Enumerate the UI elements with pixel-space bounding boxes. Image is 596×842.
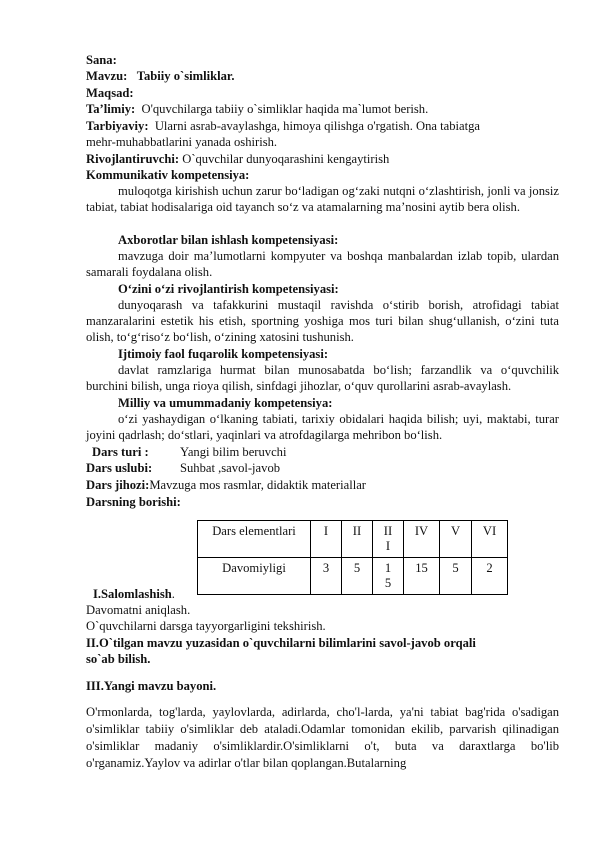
section1-title: I.Salomlashish: [93, 587, 172, 601]
axborot-title: Axborotlar bilan ishlash kompetensiyasi:: [118, 233, 339, 247]
section1-line2: O`quvchilarni darsga tayyorgarligini tekshirish.: [86, 619, 326, 633]
table-header-row: [198, 521, 508, 558]
table-cell: 3: [311, 558, 342, 595]
dars-turi-line: [92, 444, 286, 460]
dars-jihozi-label: Dars jihozi:: [86, 478, 150, 492]
cell-text: II: [383, 524, 393, 538]
dars-uslubi-value: Suhbat ,savol-javob: [180, 461, 281, 475]
darsning-borishi-label: Darsning borishi:: [86, 495, 181, 509]
dars-elementlari-table: [197, 520, 508, 595]
talimiy-value: O'quvchilarga tabiiy o`simliklar haqida ma`lumot berish.: [141, 102, 429, 116]
milliy-text: o‘zi yashaydigan o‘lkaning tabiati, tarixiy obidalari haqida bilish; uyi, maktabi, turar joyini qadrlash; do‘stlari, yaqinlari va atrofdagilarga mehribon bo‘lish.: [86, 412, 559, 442]
section1-tail: .: [171, 587, 175, 601]
section3-text: O'rmonlarda, tog'larda, yaylovlarda, adirlarda, cho'l-larda, ya'ni tabiat bag'rida o'sadigan o'simliklar tabiiy o'simliklar deb ataladi.Odamlar tomonidan ekilib, parvarish qilinadigan o'simliklar madaniy o'simliklardir.O'simliklarni o't, buta va daraxtlarga bo'lib o'rganamiz.Yaylov va adirlar o'tlar bilan qoplangan.Butalarning: [86, 705, 559, 770]
ijtimoiy-text: davlat ramzlariga hurmat bilan munosabatda bo‘lish; farzandlik va o‘quvchilik burchini bilish, unga rioya qilish, sinfdagi jihozlar, o‘quv qurollarini asrab-avaylash.: [86, 363, 559, 393]
section1-title-line: [93, 586, 175, 602]
sana-label: Sana:: [86, 53, 117, 67]
table-row: [198, 558, 508, 595]
milliy-title: Milliy va umummadaniy kompetensiya:: [118, 396, 333, 410]
cell-text-wrap: I: [385, 539, 391, 553]
rivojlantiruvchi-label: Rivojlantiruvchi:: [86, 152, 180, 166]
table-cell: 5: [342, 558, 373, 595]
mavzu-line: [86, 68, 234, 84]
table-cell: 2: [472, 558, 508, 595]
tarbiyaviy-value-2: mehr-muhabbatlarini yanada oshirish.: [86, 135, 278, 149]
table-cell: 5: [440, 558, 472, 595]
table-cell: V: [440, 521, 472, 558]
axborot-text: mavzuga doir ma’lumotlarni kompyuter va boshqa manbalardan izlab topib, ulardan samarali foydalana olish.: [86, 249, 559, 279]
talimiy-label: Ta’limiy:: [86, 102, 136, 116]
table-cell: II: [342, 521, 373, 558]
dars-jihozi-line: [86, 477, 366, 493]
rivojlantiruvchi-line: [86, 151, 389, 167]
maqsad-label: Maqsad:: [86, 86, 134, 100]
table-cell: I: [311, 521, 342, 558]
mavzu-value: Tabiiy o`simliklar.: [136, 69, 235, 83]
rivojlantiruvchi-value: O`quvchilar dunyoqarashini kengaytirish: [182, 152, 390, 166]
section1-line1: Davomatni aniqlash.: [86, 603, 191, 617]
table-cell: IV: [404, 521, 440, 558]
mavzu-label: Mavzu:: [86, 69, 128, 83]
ozini-title: O‘zini o‘zi rivojlantirish kompetensiyasi:: [118, 282, 339, 296]
talimiy-line: [86, 101, 428, 117]
dars-jihozi-value: Mavzuga mos rasmlar, didaktik materiallar: [149, 478, 366, 492]
table-cell: Dars elementlari: [198, 521, 311, 558]
dars-uslubi-label: Dars uslubi:: [86, 461, 153, 475]
table-cell: [373, 521, 404, 558]
tarbiyaviy-label: Tarbiyaviy:: [86, 119, 149, 133]
cell-text-wrap: 5: [384, 576, 392, 590]
kommunikativ-text: muloqotga kirishish uchun zarur bo‘ladigan og‘zaki nutqni o‘zlashtirish, jonli va jonsiz tabiat, tabiat hodisalariga oid tayanch so‘z va atamalarning ma’nosini aytib bera olish.: [86, 184, 559, 214]
cell-text: 1: [384, 561, 392, 575]
section2-line2: so`ab bilish.: [86, 652, 151, 666]
table-cell: 15: [404, 558, 440, 595]
kommunikativ-title: Kommunikativ kompetensiya:: [86, 168, 250, 182]
section2-line1: II.O`tilgan mavzu yuzasidan o`quvchilarni bilimlarini savol-javob orqali: [86, 636, 476, 650]
table-cell: Davomiyligi: [198, 558, 311, 595]
dars-uslubi-line: [86, 460, 280, 476]
section3-title: III.Yangi mavzu bayoni.: [86, 679, 217, 693]
dars-turi-value: Yangi bilim beruvchi: [180, 445, 287, 459]
table-cell: VI: [472, 521, 508, 558]
ijtimoiy-title: Ijtimoiy faol fuqarolik kompetensiyasi:: [118, 347, 329, 361]
table-cell: [373, 558, 404, 595]
tarbiyaviy-value-1: Ularni asrab-avaylashga, himoya qilishga o'rgatish. Ona tabiatga: [154, 119, 480, 133]
tarbiyaviy-line: [86, 118, 480, 134]
dars-turi-label: Dars turi :: [92, 445, 149, 459]
ozini-text: dunyoqarash va tafakkurini mustaqil ravishda o‘stirib borish, atrofidagi tabiat manzaralarini estetik his etish, sportning yoshiga mos turi bilan shug‘ullanish, o‘zini tuta olish, to‘g‘riso‘z bo‘lish, o‘zining xatosini tushunish.: [86, 298, 559, 344]
